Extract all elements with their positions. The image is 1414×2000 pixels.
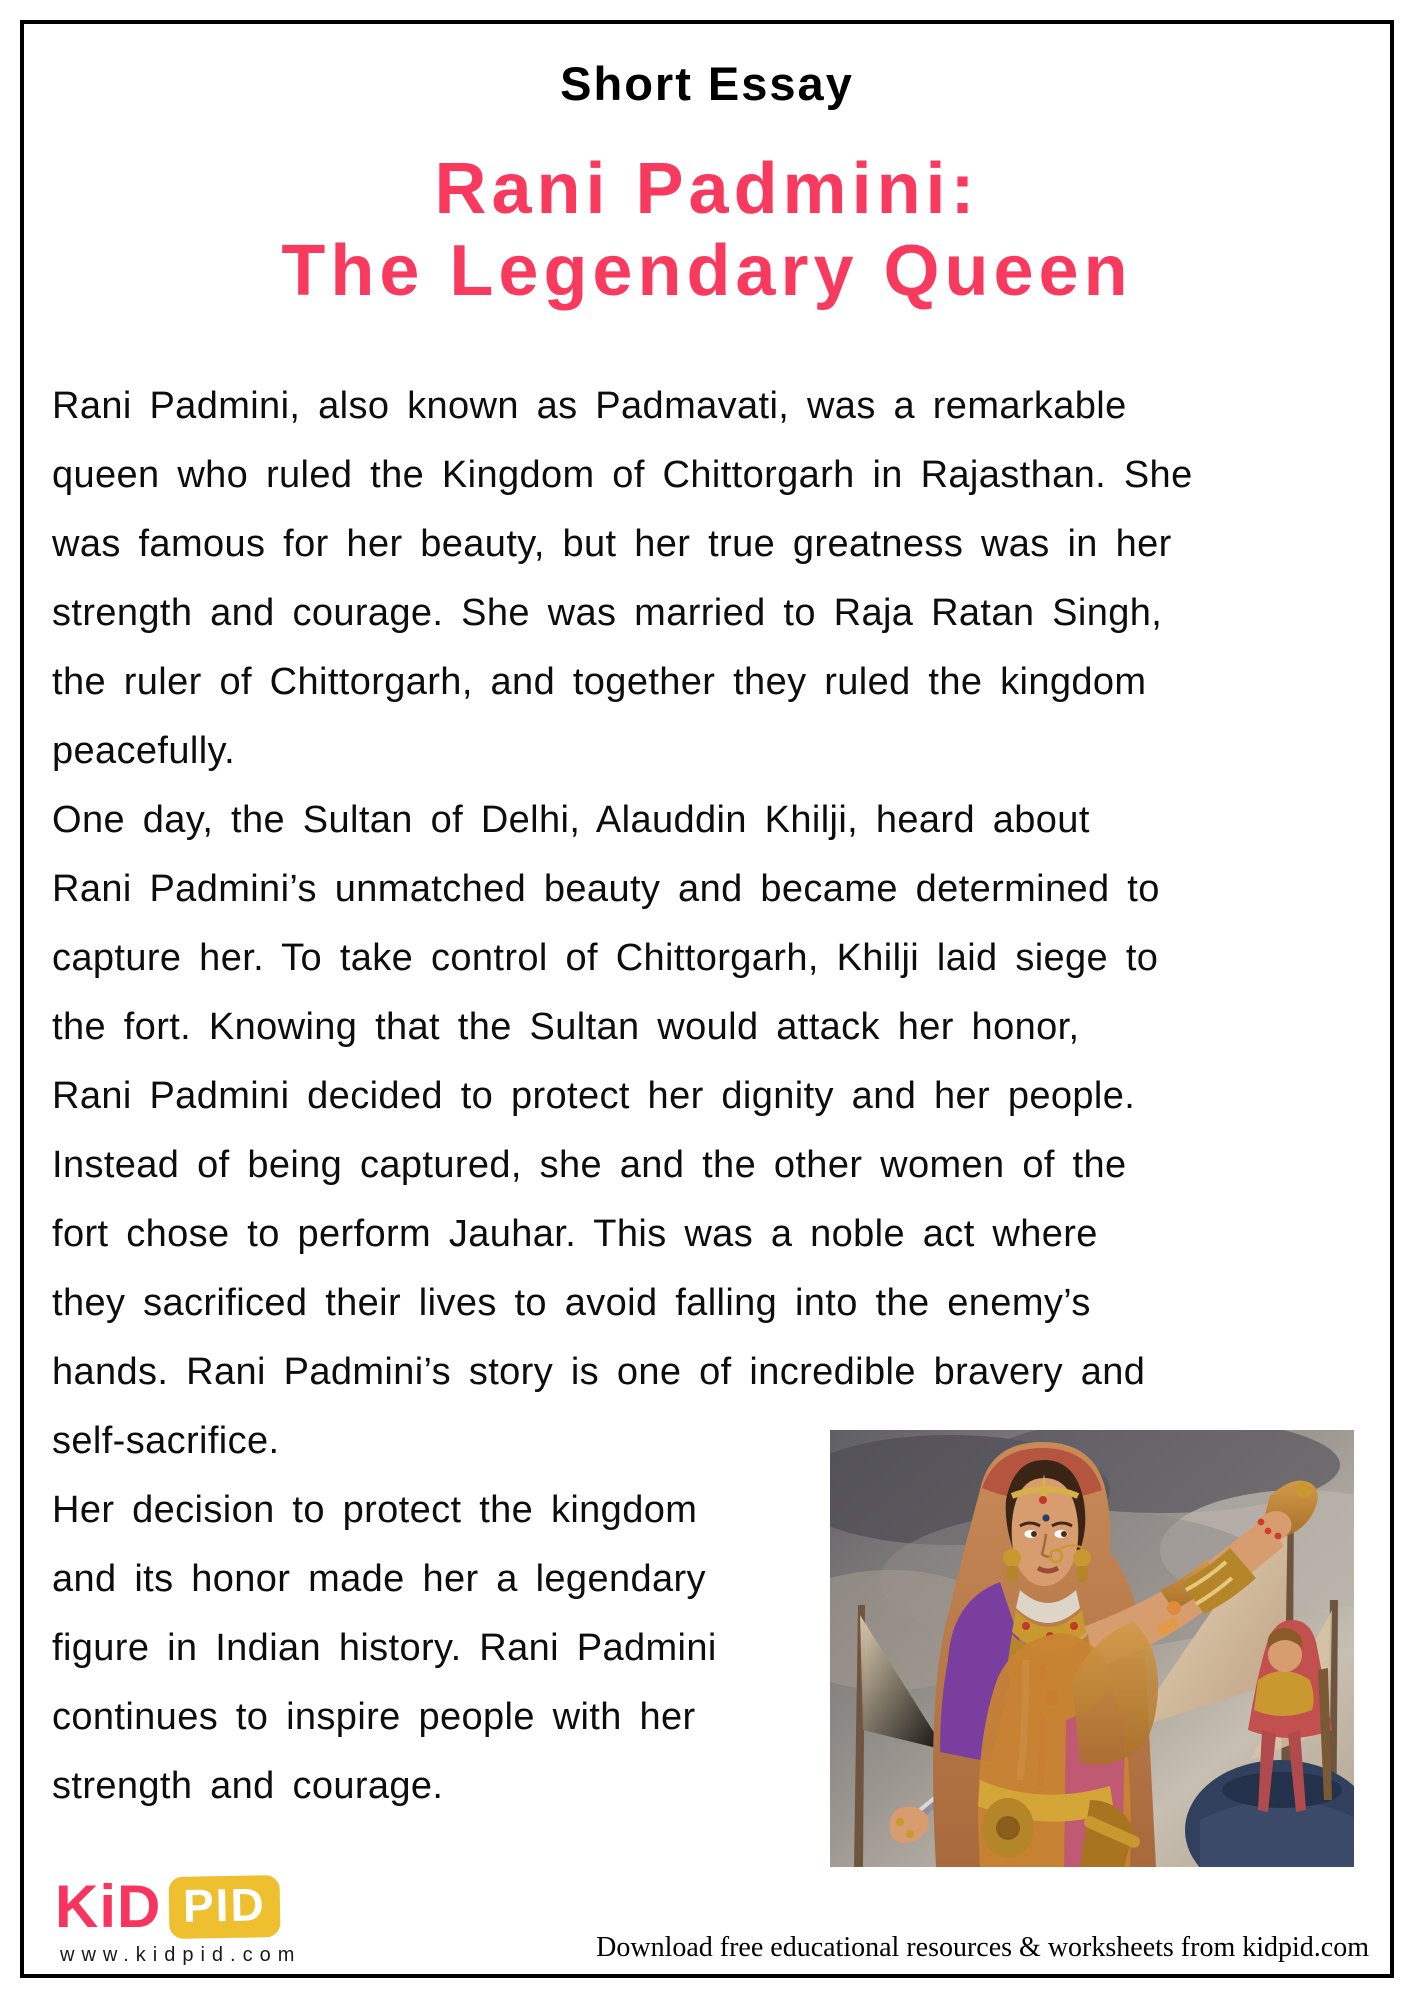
kidpid-logo	[55, 1873, 280, 1940]
paragraph-2	[52, 786, 1370, 1476]
essay-line: Instead of being captured, she and the other women of the	[52, 1144, 1127, 1186]
page-title	[0, 148, 1414, 312]
rani-padmini-illustration	[830, 1430, 1354, 1867]
essay-line: One day, the Sultan of Delhi, Alauddin Khilji, heard about	[52, 799, 1090, 841]
essay-line: strength and courage. She was married to Raja Ratan Singh,	[52, 592, 1163, 634]
essay-line: they sacrificed their lives to avoid falling into the enemy’s	[52, 1282, 1091, 1324]
essay-line: Rani Padmini decided to protect her dignity and her people.	[52, 1075, 1136, 1117]
rani-padmini-illustration-art	[830, 1430, 1354, 1867]
essay-line: the ruler of Chittorgarh, and together they ruled the kingdom	[52, 661, 1147, 703]
essay-line: queen who ruled the Kingdom of Chittorgarh in Rajasthan. She	[52, 454, 1193, 496]
essay-line: was famous for her beauty, but her true greatness was in her	[52, 523, 1172, 565]
essay-line: capture her. To take control of Chittorgarh, Khilji laid siege to	[52, 937, 1159, 979]
essay-line: Rani Padmini’s unmatched beauty and became determined to	[52, 868, 1160, 910]
essay-line: hands. Rani Padmini’s story is one of incredible bravery and	[52, 1351, 1146, 1393]
footer-download-note: Download free educational resources & worksheets from kidpid.com	[596, 1932, 1369, 1963]
kidpid-logo-kid-text: KiD	[55, 1873, 162, 1940]
essay-line: and its honor made her a legendary	[52, 1558, 706, 1600]
essay-line: the fort. Knowing that the Sultan would attack her honor,	[52, 1006, 1080, 1048]
essay-line: fort chose to perform Jauhar. This was a noble act where	[52, 1213, 1098, 1255]
essay-line: strength and courage.	[52, 1765, 444, 1807]
page-title-line1: Rani Padmini:	[434, 149, 980, 229]
essay-line: peacefully.	[52, 730, 236, 772]
kidpid-website-url: www.kidpid.com	[60, 1944, 302, 1966]
kidpid-logo-pid-badge: PID	[169, 1875, 281, 1939]
essay-line: Rani Padmini, also known as Padmavati, was a remarkable	[52, 385, 1127, 427]
essay-line: Her decision to protect the kingdom	[52, 1489, 698, 1531]
page-header: Short Essay	[560, 57, 854, 110]
paragraph-1	[52, 372, 1370, 786]
page-title-line2: The Legendary Queen	[281, 231, 1133, 311]
essay-line: continues to inspire people with her	[52, 1696, 696, 1738]
essay-line: figure in Indian history. Rani Padmini	[52, 1627, 717, 1669]
essay-line: self-sacrifice.	[52, 1420, 280, 1462]
